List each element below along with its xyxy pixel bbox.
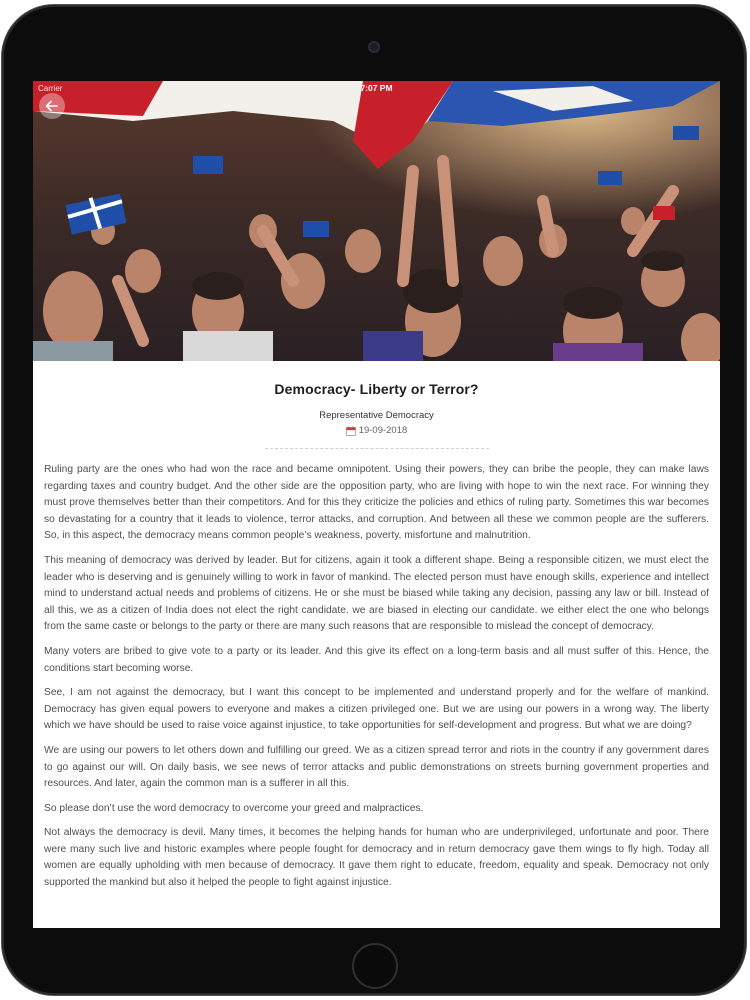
carrier-label: Carrier xyxy=(38,84,63,93)
article-body xyxy=(44,462,709,892)
article-category: Representative Democracy xyxy=(319,410,434,421)
hero-image xyxy=(33,81,720,361)
home-button[interactable] xyxy=(352,943,398,989)
status-bar xyxy=(33,81,720,97)
back-button[interactable] xyxy=(39,93,65,119)
crowd-photo xyxy=(33,81,720,361)
article-title: Democracy- Liberty or Terror? xyxy=(274,381,479,397)
divider xyxy=(265,448,489,449)
paragraph: So please don’t use the word democracy to overcome your greed and malpractices. xyxy=(44,802,424,814)
tablet-frame xyxy=(2,5,746,995)
paragraph: Ruling party are the ones who had won the race and became omnipotent. Using their powers, they can bribe the people, they can make laws regarding taxes and country budget. And the other side are the opposition party, who are living with hope to win the next race. For winning they must prove themselves better than their competitors. And for this they criticize the policies and ethics of ruling party. Sometimes this war becomes so devastating for a country that it leads to violence, terror attacks, and corruption. And between all these we common people are the sufferers. So, in this aspect, the democracy means common people’s weakness, poverty, misfortune and malnutrition. xyxy=(44,464,709,542)
paragraph: We are using our powers to let others down and fulfilling our greed. We as a citizen spread terror and riots in the country if any government dares to go against our will. On daily basis, we see news of terror attacks and public demonstrations on streets burning government properties and resources. And later, again the common man is a sufferer in all this. xyxy=(44,744,709,790)
front-camera xyxy=(368,41,380,53)
paragraph: Many voters are bribed to give vote to a party or its leader. And this give its effect on a long-term basis and all must suffer of this. Hence, the conditions start becoming worse. xyxy=(44,645,709,674)
paragraph: See, I am not against the democracy, but I want this concept to be implemented and understand properly and for the welfare of mankind. Democracy has given equal powers to everyone and makes a citizen privileged one. But we are using our powers in a wrong way. The liberty which we have should be used to raise voice against injustice, to take opportunities for self-development and progress. But what we are doing? xyxy=(44,687,709,732)
calendar-icon xyxy=(346,426,356,436)
arrow-left-icon xyxy=(45,99,59,113)
article-content xyxy=(33,361,720,928)
status-time: 7:07 PM xyxy=(360,83,393,93)
article-date: 19-09-2018 xyxy=(358,425,408,436)
paragraph: Not always the democracy is devil. Many times, it becomes the helping hands for human who are underprivileged, unfortunate and poor. There were many such live and historic examples where people fought for democracy and in return democracy gave them wings to fly high. Today all women are equally upholding with men because of democracy. It gave them right to educate, freedom, equality and speak. Democracy not only supported the mankind but also it helped the people to fight against injustice. xyxy=(44,827,709,889)
paragraph: This meaning of democracy was derived by leader. But for citizens, again it took a different shape. Being a responsible citizen, we must elect the leader who is deserving and is genuinely willing to work in favor of mankind. The elected person must have enough skills, experience and intellect mind to understand actual needs and problems of citizens. He or she must be biased while taking any decision, passing any law or bill. Instead of all this, we as a citizen of India does not elect the right candidate. we are biased in electing our candidate. we either elect the one who belongs from the same caste or belongs to the party or there are many such reasons that are responsible to mislead the concept of democracy. xyxy=(44,554,709,633)
app-screen xyxy=(33,81,720,928)
article-date-row xyxy=(44,425,709,436)
